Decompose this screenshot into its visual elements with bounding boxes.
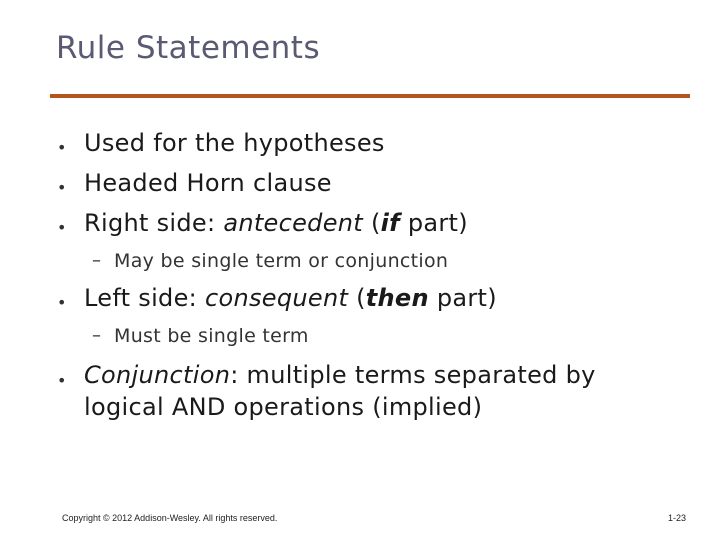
bullet-marker: • [57, 371, 67, 390]
title-divider [50, 94, 690, 98]
consequent-term: consequent [204, 284, 349, 312]
bullet-right-side [84, 209, 468, 237]
right-side-label: Right side: [84, 209, 224, 237]
bullet-left-side [84, 284, 497, 312]
bullet-headed-horn-clause: Headed Horn clause [84, 169, 332, 197]
conjunction-term: Conjunction [84, 361, 231, 389]
part-suffix: part) [399, 209, 468, 237]
slide-number: 1-23 [668, 513, 687, 523]
sub-bullet-single-term-or-conjunction: May be single term or conjunction [114, 250, 449, 272]
bullet-marker: • [57, 178, 67, 197]
bullet-marker: • [57, 293, 67, 312]
copyright-notice: Copyright © 2012 Addison-Wesley. All rights reserved. [62, 513, 278, 523]
sub-bullet-single-term: Must be single term [114, 325, 309, 347]
part-suffix: part) [428, 284, 497, 312]
paren-open: ( [348, 284, 366, 312]
sub-bullet-dash: – [92, 250, 101, 271]
bullet-marker: • [57, 138, 67, 157]
sub-bullet-dash: – [92, 325, 101, 346]
left-side-label: Left side: [84, 284, 205, 312]
slide-title: Rule Statements [56, 30, 321, 66]
antecedent-term: antecedent [223, 209, 364, 237]
bullet-used-for-hypotheses: Used for the hypotheses [84, 129, 385, 157]
bullet-conjunction [84, 361, 596, 389]
paren-open: ( [363, 209, 381, 237]
bullet-conjunction-continued: logical AND operations (implied) [84, 393, 483, 421]
bullet-marker: • [57, 218, 67, 237]
then-keyword: then [365, 284, 429, 312]
if-keyword: if [380, 209, 400, 237]
conjunction-definition: : multiple terms separated by [230, 361, 596, 389]
